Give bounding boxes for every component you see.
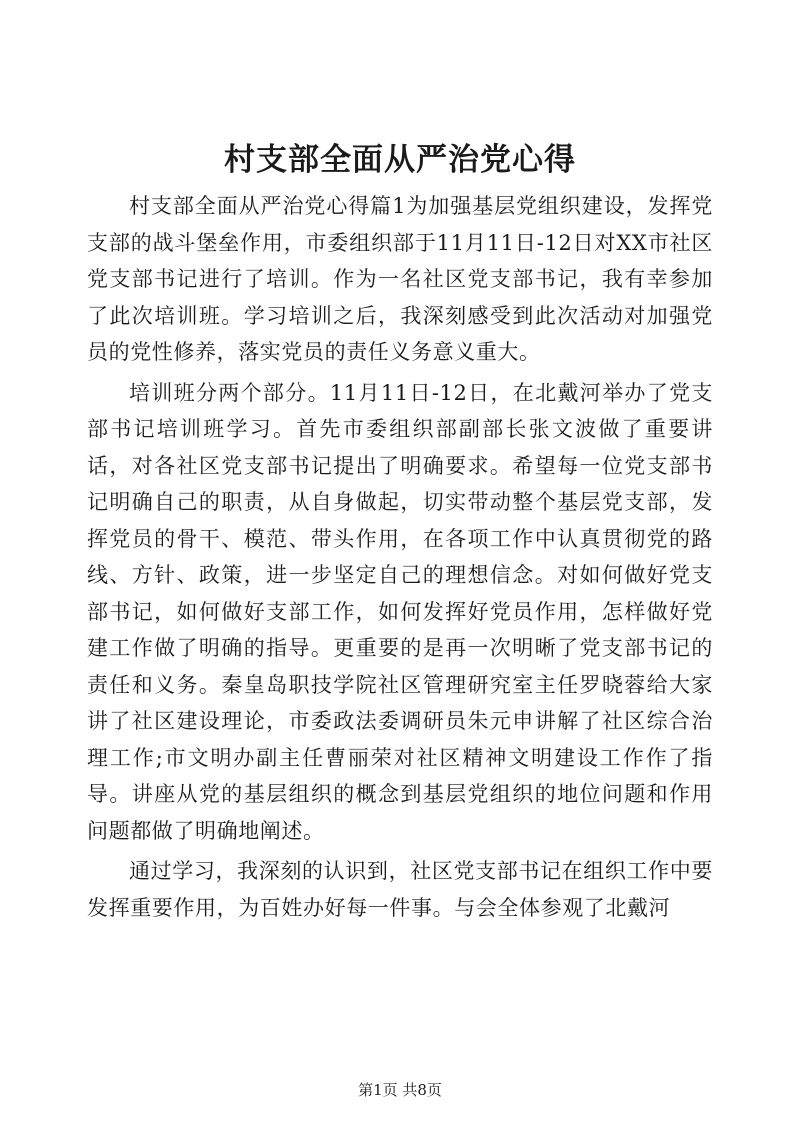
paragraph-1: 村支部全面从严治党心得篇1为加强基层党组织建设，发挥党支部的战斗堡垒作用，市委组织部于11月11日-12日对XX市社区党支部书记进行了培训。作为一名社区党支部书记，我有幸参加了此次培训班。学习培训之后，我深刻感受到此次活动对加强党员的党性修养，落实党员的责任义务意义重大。 [87, 194, 713, 364]
paragraph-3: 通过学习，我深刻的认识到，社区党支部书记在组织工作中要发挥重要作用，为百姓办好每一件事。与会全体参观了北戴河 [87, 859, 713, 920]
document-body [87, 188, 713, 930]
page-number-footer: 第1页 共8页 [358, 1081, 442, 1099]
document-title: 村支部全面从严治党心得 [224, 142, 576, 178]
paragraph-2: 培训班分两个部分。11月11日-12日，在北戴河举办了党支部书记培训班学习。首先市委组织部副部长张文波做了重要讲话，对各社区党支部书记提出了明确要求。希望每一位党支部书记明确自己的职责，从自身做起，切实带动整个基层党支部，发挥党员的骨干、模范、带头作用，在各项工作中认真贯彻党的路线、方针、政策，进一步坚定自己的理想信念。对如何做好党支部书记，如何做好支部工作，如何发挥好党员作用，怎样做好党建工作做了明确的指导。更重要的是再一次明晰了党支部书记的责任和义务。秦皇岛职技学院社区管理研究室主任罗晓蓉给大家讲了社区建设理论，市委政法委调研员朱元申讲解了社区综合治理工作;市文明办副主任曹丽荣对社区精神文明建设工作作了指导。讲座从党的基层组织的概念到基层党组织的地位问题和作用问题都做了明确地阐述。 [87, 380, 713, 843]
